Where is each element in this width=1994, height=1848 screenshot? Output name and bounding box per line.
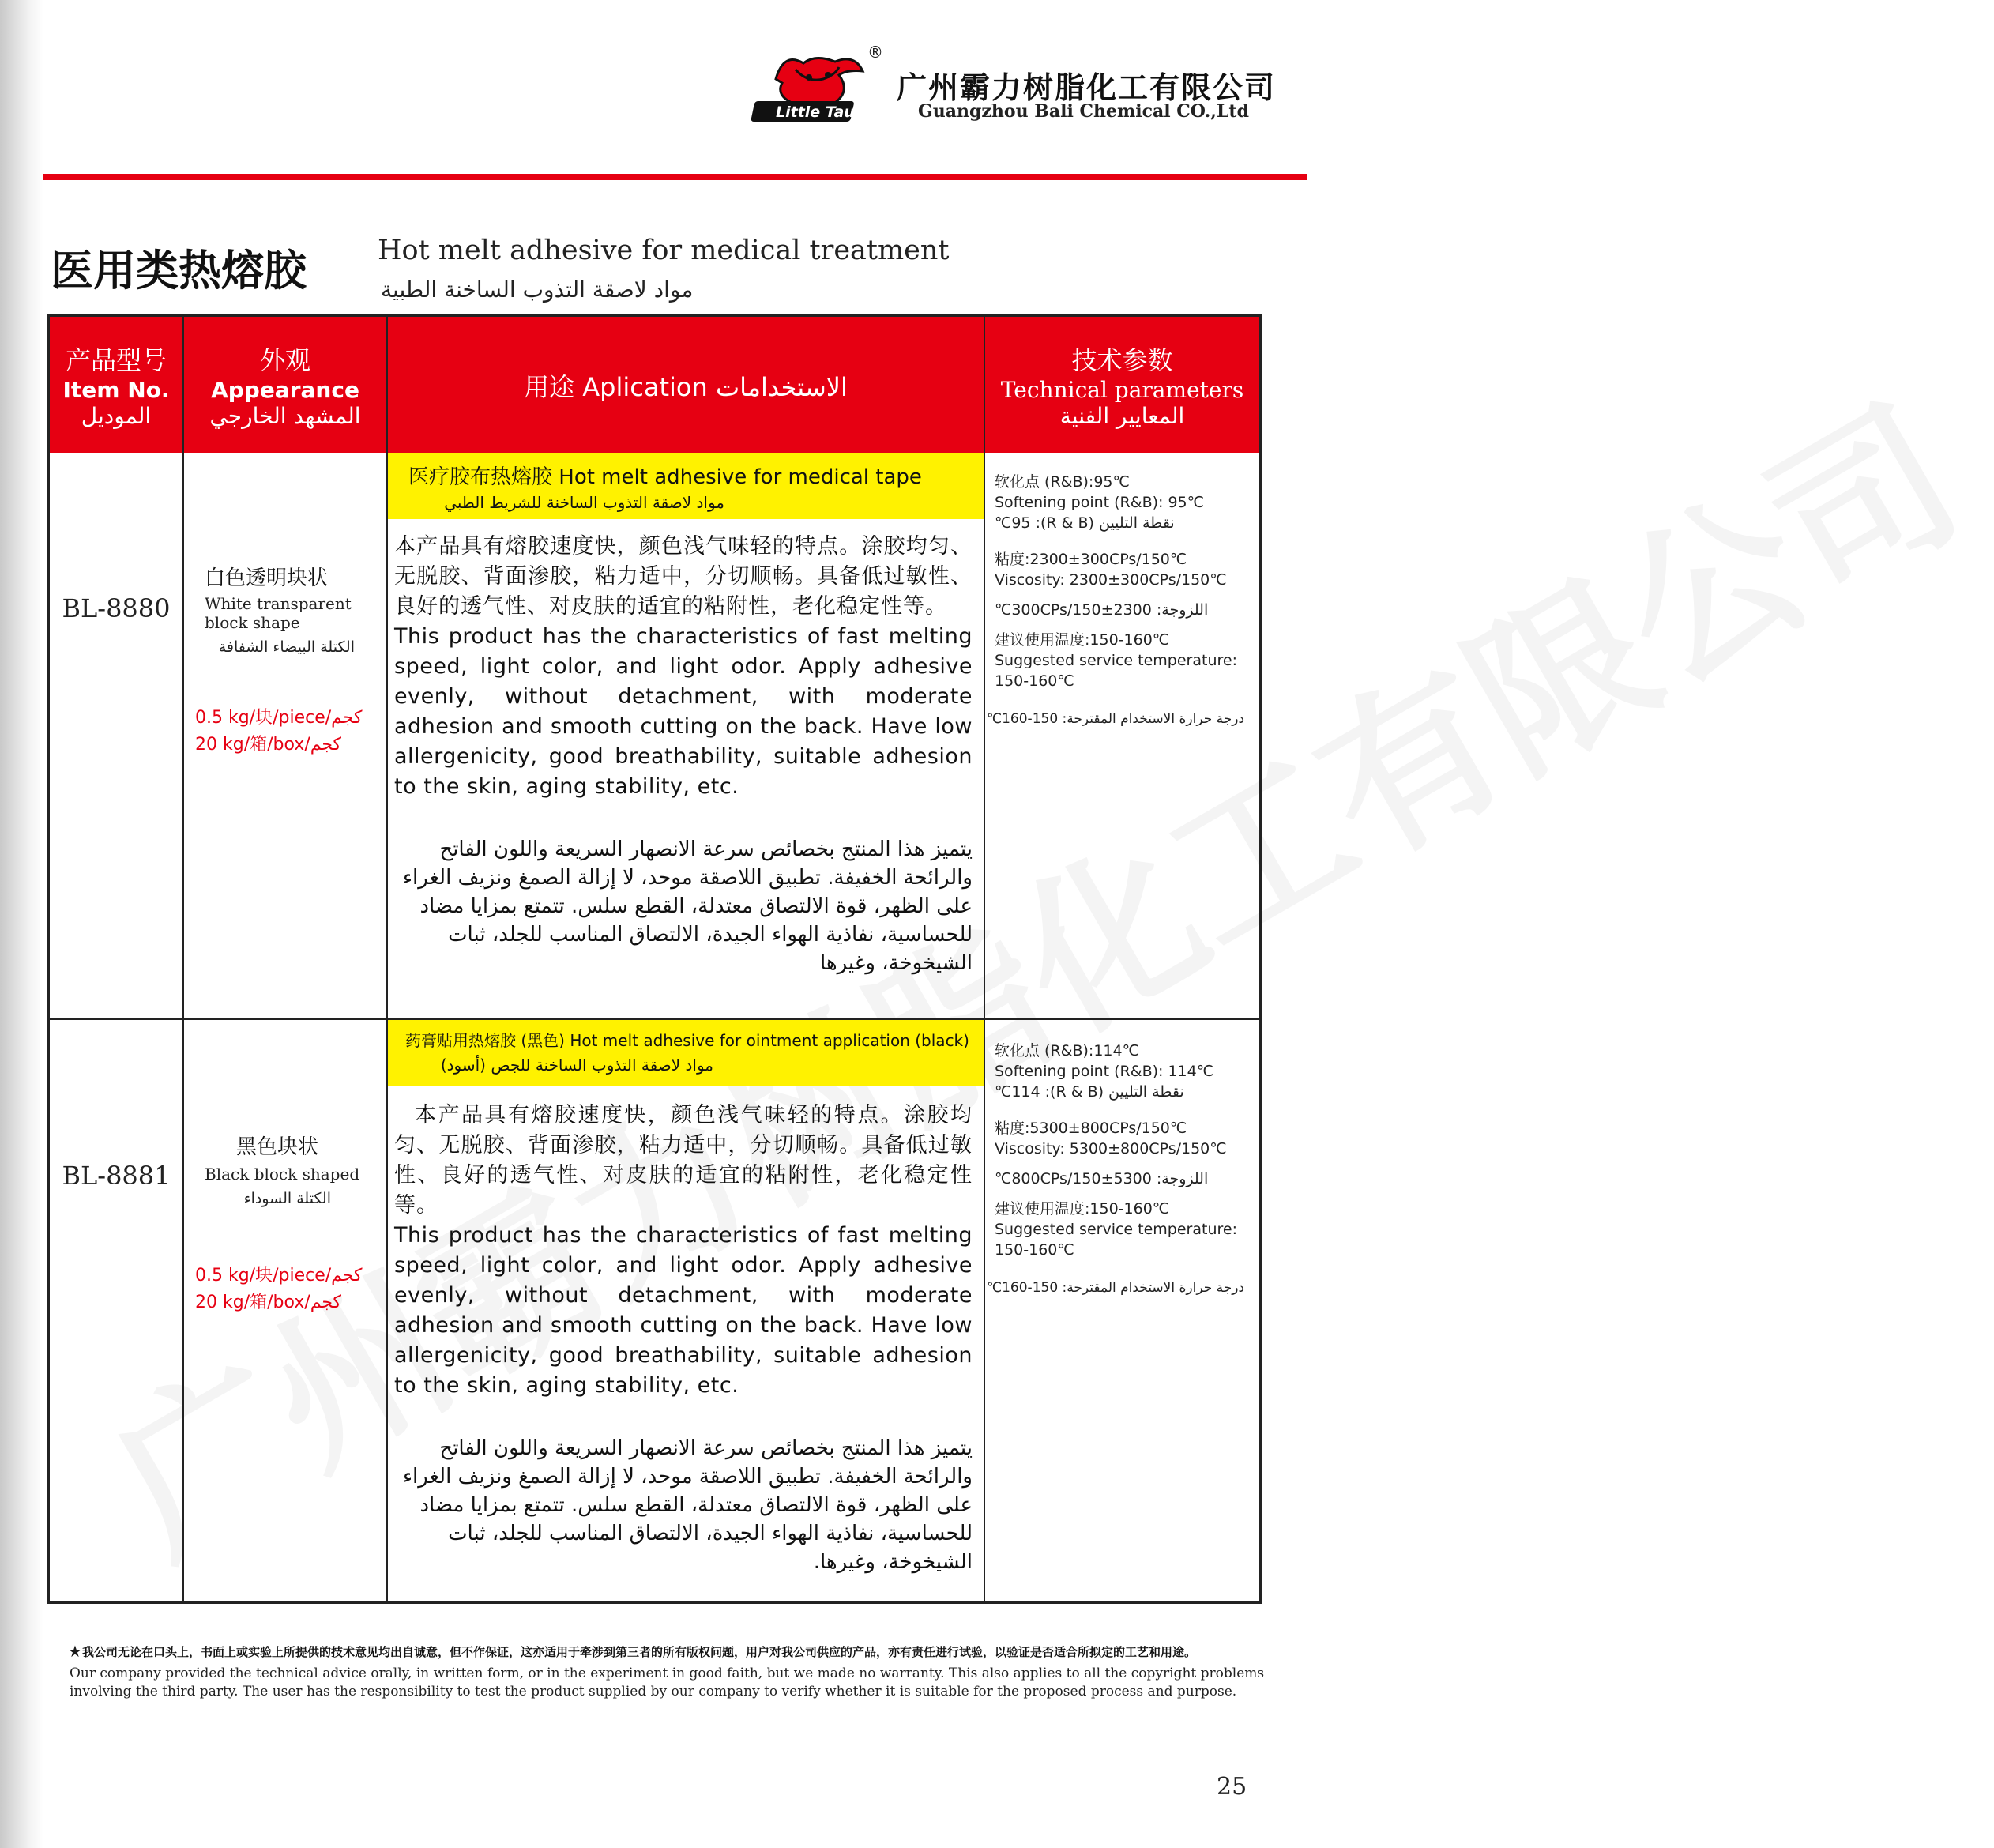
tp-temp-value: 150-160℃: [995, 1241, 1074, 1259]
item-number: BL-8881: [62, 1161, 171, 1191]
header-technical-ar: المعايير الفنية: [1059, 403, 1185, 429]
pack-box: 20 kg/箱/box/كجم: [195, 1293, 342, 1312]
header-technical-en: Technical parameters: [1000, 377, 1244, 403]
header-appearance-ar: المشهد الخارجي: [209, 403, 361, 429]
tp-viscosity-ar: اللزوجة: 2300±300CPs/150℃: [995, 601, 1209, 619]
tp-softening-ar: نقطة التليين (R & B): 95℃: [995, 514, 1175, 532]
left-gradient-band: [0, 0, 43, 1848]
tp-softening-ar: نقطة التليين (R & B): 114℃: [995, 1083, 1184, 1101]
logo-text: Little Taurus: [776, 104, 882, 121]
tp-temp-ar: درجة حرارة الاستخدام المقترحة: 150-160℃: [987, 1280, 1245, 1296]
application-title: 医疗胶布热熔胶 Hot melt adhesive for medical tape: [408, 465, 922, 489]
header-application-text: 用途 Aplication الاستخدامات: [524, 372, 848, 402]
tp-viscosity-cn: 粘度:5300±800CPs/150℃: [995, 1120, 1187, 1137]
little-taurus-logo: [760, 47, 882, 126]
description-cn: 本产品具有熔胶速度快，颜色浅气味轻的特点。涂胶均匀、无脱胶、背面渗胶，粘力适中，分切顺畅。具备低过敏性、良好的透气性、对皮肤的适宜的粘附性，老化稳定性等。: [394, 534, 973, 619]
pack-piece: 0.5 kg/块/piece/كجم: [195, 708, 363, 728]
disclaimer-en: Our company provided the technical advice orally, in written form, or in the experiment in good faith, but we made no warranty. This also applies to all the copyright problems involving the third party. The user has the responsibility to test the product supplied by our company to verify whether it is suitable for the proposed process and purpose.: [70, 1665, 1265, 1699]
pack-piece: 0.5 kg/块/piece/كجم: [195, 1266, 363, 1285]
technical-params: [987, 1041, 1255, 1298]
header-appearance: [184, 317, 386, 453]
header-technical: [985, 317, 1259, 453]
tp-temp-cn: 建议使用温度:150-160℃: [995, 1200, 1170, 1218]
appearance-ar: الكتلة السوداء: [243, 1190, 331, 1207]
application-description: [394, 532, 973, 977]
tp-softening-en: Softening point (R&B): 114℃: [995, 1063, 1214, 1080]
tp-viscosity-ar: اللزوجة: 5300±800CPs/150℃: [995, 1170, 1209, 1187]
appearance-cell: [195, 1131, 386, 1316]
tp-viscosity-en: Viscosity: 5300±800CPs/150℃: [995, 1140, 1227, 1157]
page-title-cn: 医用类热熔胶: [51, 246, 307, 295]
appearance-cell: [195, 562, 378, 758]
tp-softening-cn: 软化点 (R&B):95℃: [995, 473, 1130, 491]
registered-mark: ®: [867, 43, 883, 62]
description-en: This product has the characteristics of fast melting speed, light color, and light odor. Apply adhesive evenly, without detachment, with moderate adhesion and smooth cutting on the back. Have low allergenicity, good breathability, suitable adhesion to the skin, aging stability, etc.: [394, 1223, 973, 1398]
header-application: [388, 317, 984, 453]
header-item-en: Item No.: [62, 377, 170, 403]
tp-temp-value: 150-160℃: [995, 672, 1074, 690]
header-item-cn: 产品型号: [65, 345, 167, 375]
application-title-highlight: [388, 453, 984, 519]
page-number: 25: [1217, 1773, 1247, 1801]
application-title-highlight: [388, 1020, 984, 1086]
tp-softening-cn: 软化点 (R&B):114℃: [995, 1042, 1139, 1059]
application-title-ar: مواد لاصقة التذوب الساخنة للجص (أسود): [440, 1056, 713, 1075]
header-technical-cn: 技术参数: [1071, 345, 1173, 375]
page-title-en: Hot melt adhesive for medical treatment: [378, 235, 950, 266]
description-cn: 本产品具有熔胶速度快，颜色浅气味轻的特点。涂胶均匀、无脱胶、背面渗胶，粘力适中，分切顺畅。具备低过敏性、良好的透气性、对皮肤的适宜的粘附性，老化稳定性等。: [394, 1103, 973, 1218]
appearance-ar: الكتلة البيضاء الشفافة: [218, 638, 355, 656]
disclaimer-star-icon: ★: [68, 1642, 82, 1661]
product-table: [47, 314, 1262, 1604]
item-no-cell: [50, 593, 182, 623]
application-title-ar: مواد لاصقة التذوب الساخنة للشريط الطبي: [444, 493, 724, 512]
technical-params: [987, 472, 1255, 729]
description-ar: يتميز هذا المنتج بخصائص سرعة الانصهار السريعة واللون الفاتح والرائحة الخفيفة. تطبيق اللاصقة موحد، لا إزالة الصمغ ونزيف الغراء على الظهر، قوة الالتصاق معتدلة، القطع سلس. تتمتع بمزايا مضاد للحساسية، نفاذية الهواء الجيدة، الالتصاق المناسب للجلد، ثبات الشيخوخة، وغيرها.: [402, 1436, 973, 1574]
application-title: 药膏贴用热熔胶 (黑色) Hot melt adhesive for ointment application (black): [405, 1031, 969, 1050]
tp-viscosity-en: Viscosity: 2300±300CPs/150℃: [995, 571, 1227, 589]
tp-viscosity-cn: 粘度:2300±300CPs/150℃: [995, 551, 1187, 568]
company-name-cn: 广州霸力树脂化工有限公司: [897, 70, 1277, 105]
header-divider: [43, 174, 1307, 180]
tp-temp-ar: درجة حرارة الاستخدام المقترحة: 150-160℃: [987, 711, 1245, 727]
col-divider: [984, 317, 985, 1601]
header-appearance-en: Appearance: [211, 377, 359, 403]
tp-temp-en: Suggested service temperature:: [995, 652, 1237, 669]
pack-box: 20 kg/箱/box/كجم: [195, 735, 342, 755]
col-divider: [182, 317, 184, 1601]
tp-temp-cn: 建议使用温度:150-160℃: [995, 631, 1170, 649]
item-number: BL-8880: [62, 593, 171, 623]
description-ar: يتميز هذا المنتج بخصائص سرعة الانصهار السريعة واللون الفاتح والرائحة الخفيفة. تطبيق اللاصقة موحد، لا إزالة الصمغ ونزيف الغراء على الظهر، قوة الالتصاق معتدلة، القطع سلس. تتمتع بمزايا مضاد للحساسية، نفاذية الهواء الجيدة، الالتصاق المناسب للجلد، ثبات الشيخوخة، وغيرها: [402, 837, 973, 975]
page-title-ar: مواد لاصقة التذوب الساخنة الطبية: [381, 277, 694, 303]
appearance-en: Black block shaped: [205, 1165, 360, 1184]
disclaimer-cn: 我公司无论在口头上，书面上或实验上所提供的技术意见均出自诚意，但不作保证，这亦适用于牵涉到第三者的所有版权问题，用户对我公司供应的产品，亦有责任进行试验，以验证是否适合所拟定的工艺和用途。: [82, 1645, 1197, 1659]
tp-softening-en: Softening point (R&B): 95℃: [995, 494, 1204, 511]
appearance-en: White transparent block shape: [205, 594, 352, 632]
tp-temp-en: Suggested service temperature:: [995, 1221, 1237, 1238]
appearance-cn: 黑色块状: [236, 1135, 319, 1159]
description-en: This product has the characteristics of fast melting speed, light color, and light odor. Apply adhesive evenly, without detachment, with moderate adhesion and smooth cutting on the back. Have low allergenicity, good breathability, suitable adhesion to the skin, aging stability, etc.: [394, 624, 973, 799]
company-name-en: Guangzhou Bali Chemical CO.,Ltd: [918, 101, 1249, 122]
item-no-cell: [50, 1161, 182, 1191]
header-item-no: [50, 317, 182, 453]
header-item-ar: الموديل: [81, 403, 152, 429]
application-description: [394, 1101, 973, 1576]
header-appearance-cn: 外观: [259, 345, 310, 375]
appearance-cn: 白色透明块状: [205, 566, 329, 590]
